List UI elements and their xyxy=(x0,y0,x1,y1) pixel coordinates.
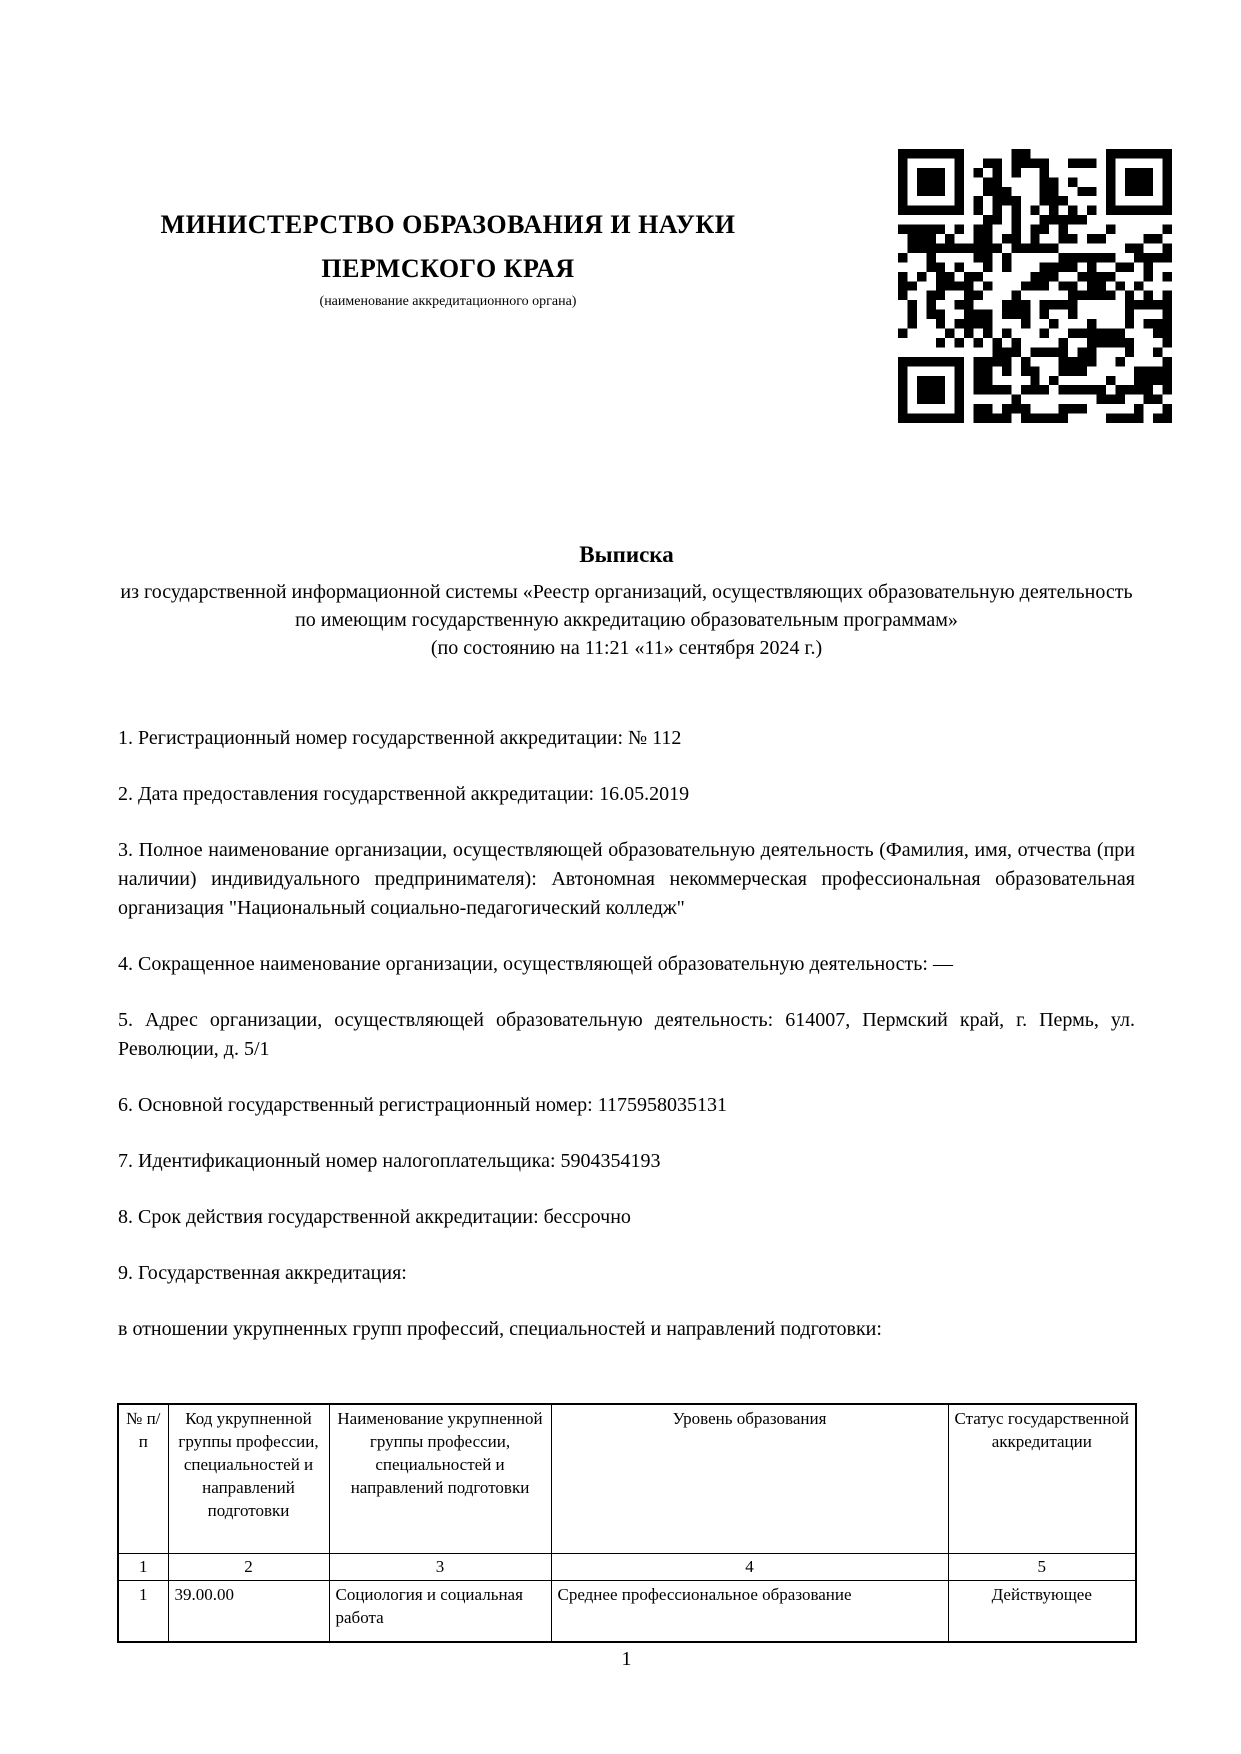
accreditation-body-block xyxy=(118,203,778,310)
document-items xyxy=(118,724,1135,1344)
extract-title: Выписка xyxy=(579,542,674,567)
cell-status: Действующее xyxy=(948,1581,1136,1643)
cell-row-number: 1 xyxy=(118,1581,168,1643)
item-accreditation-date: 2. Дата предоставления государственной аккредитации: 16.05.2019 xyxy=(118,783,690,805)
column-number-cell: 4 xyxy=(551,1554,948,1581)
extract-subtitle: из государственной информационной системы «Реестр организаций, осуществляющих образовательную деятельность по имеющим государственную аккредитацию образовательным программам» xyxy=(120,581,1133,631)
column-number-cell: 3 xyxy=(329,1554,551,1581)
item-full-name: 3. Полное наименование организации, осуществляющей образовательную деятельность (Фамилия, имя, отчества (при наличии) индивидуального предпринимателя): Автономная некоммерческая профессиональная образовательная организация "Национальный социально-педагогический колледж" xyxy=(118,839,1135,919)
item-state-accreditation: 9. Государственная аккредитация: xyxy=(118,1262,407,1284)
item-inn: 7. Идентификационный номер налогоплательщика: 5904354193 xyxy=(118,1150,661,1172)
item-ogrn: 6. Основной государственный регистрационный номер: 1175958035131 xyxy=(118,1094,727,1116)
column-number-cell: 2 xyxy=(168,1554,329,1581)
ministry-name-line1: МИНИСТЕРСТВО ОБРАЗОВАНИЯ И НАУКИ xyxy=(160,210,736,239)
table-intro: в отношении укрупненных групп профессий, специальностей и направлений подготовки: xyxy=(118,1318,882,1340)
accreditation-body-caption: (наименование аккредитационного органа) xyxy=(319,294,577,309)
cell-group-name: Социология и социальная работа xyxy=(329,1581,551,1643)
header-cell-name: Наименование укрупненной группы профессии, специальностей и направлений подготовки xyxy=(329,1404,551,1554)
header-cell-code: Код укрупненной группы профессии, специальностей и направлений подготовки xyxy=(168,1404,329,1554)
accreditation-table xyxy=(117,1403,1137,1643)
page-number: 1 xyxy=(621,1648,632,1670)
item-address: 5. Адрес организации, осуществляющей образовательную деятельность: 614007, Пермский край, г. Пермь, ул. Революции, д. 5/1 xyxy=(118,1009,1135,1060)
item-registration-number: 1. Регистрационный номер государственной аккредитации: № 112 xyxy=(118,727,682,749)
item-short-name: 4. Сокращенное наименование организации, осуществляющей образовательную деятельность: — xyxy=(118,953,953,975)
column-number-cell: 1 xyxy=(118,1554,168,1581)
header-cell-level: Уровень образования xyxy=(551,1404,948,1554)
cell-education-level: Среднее профессиональное образование xyxy=(551,1581,948,1643)
column-numbering-row xyxy=(118,1554,1136,1581)
header-cell-status: Статус государственной аккредитации xyxy=(948,1404,1136,1554)
column-number-cell: 5 xyxy=(948,1554,1136,1581)
qr-code xyxy=(898,149,1172,423)
item-validity: 8. Срок действия государственной аккредитации: бессрочно xyxy=(118,1206,631,1228)
ministry-name-line2: ПЕРМСКОГО КРАЯ xyxy=(321,254,575,283)
header-cell-num: № п/п xyxy=(118,1404,168,1554)
cell-group-code: 39.00.00 xyxy=(168,1581,329,1643)
extract-as-of-date: (по состоянию на 11:21 «11» сентября 2024 г.) xyxy=(430,637,823,659)
table-row xyxy=(118,1581,1136,1643)
extract-subtitle-block xyxy=(118,578,1135,662)
table-header-row xyxy=(118,1404,1136,1554)
